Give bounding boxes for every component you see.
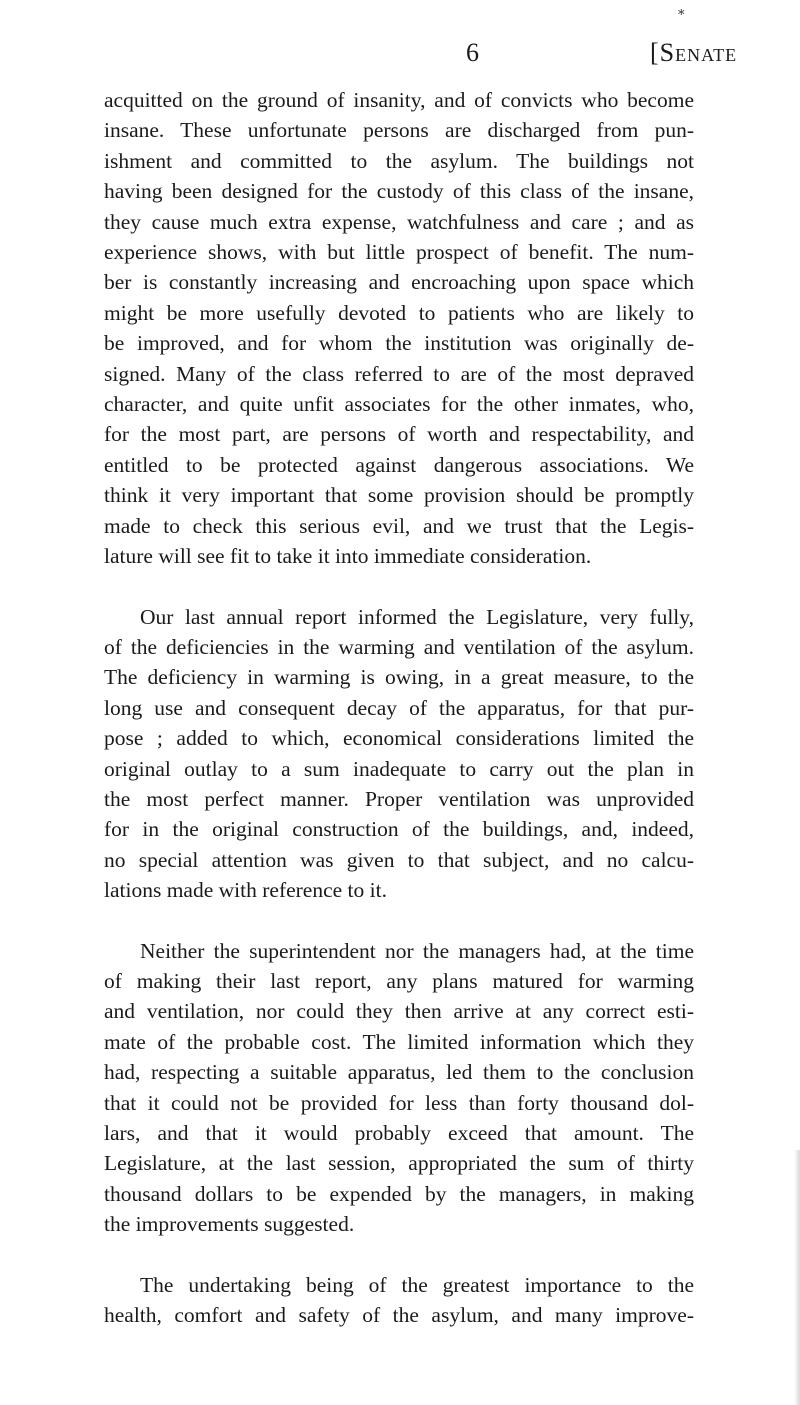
text-line: pose ; added to which, economical considerations limited the (104, 726, 694, 751)
section-heading: [Senate (650, 38, 738, 67)
text-line: be improved, and for whom the institution was originally de- (104, 331, 694, 356)
text-line: mate of the probable cost. The limited information which they (104, 1029, 694, 1054)
text-line: for in the original construction of the buildings, and, indeed, (104, 817, 694, 842)
text-line: for the most part, are persons of worth and respectability, and (104, 422, 694, 447)
page-edge-shadow (794, 1150, 800, 1405)
text-line: original outlay to a sum inadequate to carry out the plan in (104, 756, 694, 781)
text-line: ishment and committed to the asylum. The buildings not (104, 148, 694, 173)
paragraph (104, 1270, 694, 1331)
text-line: they cause much extra expense, watchfulness and care ; and as (104, 209, 694, 234)
text-line: ber is constantly increasing and encroaching upon space which (104, 270, 694, 295)
text-line: thousand dollars to be expended by the managers, in making (104, 1181, 694, 1206)
paragraph (104, 602, 694, 906)
text-line: the most perfect manner. Proper ventilation was unprovided (104, 786, 694, 811)
paragraph (104, 85, 694, 572)
text-line: made to check this serious evil, and we trust that the Legis- (104, 513, 694, 538)
page-number: 6 (466, 38, 479, 67)
text-line: of the deficiencies in the warming and ventilation of the asylum. (104, 634, 694, 659)
text-line: might be more usefully devoted to patients who are likely to (104, 300, 694, 325)
text-line: The deficiency in warming is owing, in a great measure, to the (104, 665, 694, 690)
text-line: had, respecting a suitable apparatus, led them to the conclusion (104, 1060, 694, 1085)
text-line: the improvements suggested. (104, 1212, 355, 1237)
text-line: health, comfort and safety of the asylum, and many improve- (104, 1303, 694, 1328)
text-line: that it could not be provided for less than forty thousand dol- (104, 1090, 694, 1115)
text-line: entitled to be protected against dangerous associations. We (104, 452, 694, 477)
text-line: The undertaking being of the greatest importance to the (140, 1272, 694, 1297)
text-line: lations made with reference to it. (104, 878, 387, 903)
text-line: Our last annual report informed the Legislature, very fully, (140, 604, 694, 629)
text-line: Legislature, at the last session, appropriated the sum of thirty (104, 1151, 694, 1176)
text-line: signed. Many of the class referred to are of the most depraved (104, 361, 694, 386)
text-line: long use and consequent decay of the apparatus, for that pur- (104, 695, 694, 720)
running-head (105, 38, 775, 74)
text-line: of making their last report, any plans matured for warming (104, 968, 694, 993)
text-line: no special attention was given to that subject, and no calcu- (104, 847, 694, 872)
text-line: and ventilation, nor could they then arrive at any correct esti- (104, 999, 694, 1024)
text-line: insane. These unfortunate persons are discharged from pun- (104, 118, 694, 143)
body-text (104, 85, 694, 1360)
text-line: experience shows, with but little prospect of benefit. The num- (104, 240, 694, 265)
paragraph (104, 936, 694, 1240)
text-line: lature will see fit to take it into immediate consideration. (104, 544, 592, 569)
text-line: lars, and that it would probably exceed that amount. The (104, 1121, 694, 1145)
text-line: having been designed for the custody of this class of the insane, (104, 179, 694, 204)
text-line: character, and quite unfit associates for the other inmates, who, (104, 392, 694, 417)
text-line: acquitted on the ground of insanity, and of convicts who become (104, 88, 694, 112)
printer-mark: * (678, 8, 685, 23)
text-line: Neither the superintendent nor the managers had, at the time (140, 938, 694, 963)
text-line: think it very important that some provision should be promptly (104, 483, 694, 508)
